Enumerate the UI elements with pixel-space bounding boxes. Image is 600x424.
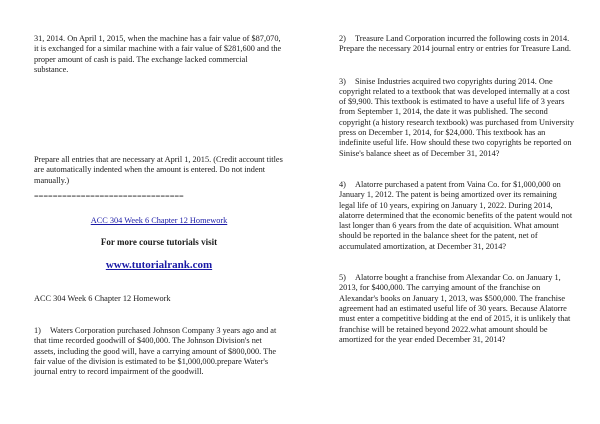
- section-title: ACC 304 Week 6 Chapter 12 Homework: [34, 293, 171, 303]
- left-column: [34, 34, 284, 377]
- question-text: Sinise Industries acquired two copyrights during 2014. One copyright related to a textbook that was developed internally at a cost of $9,900. This textbook is estimated to have a useful life of 3 years from September 1, 2014, the date it was published. The second copyright (a history research textbook) was purchased from University press on December 1, 2014, for $24,000. This textbook has an indefinite useful life. How should these two copyrights be reported on Sinise's balance sheet as of December 31, 2014?: [339, 76, 575, 158]
- question-number: 2): [339, 34, 346, 43]
- question-text: Alatorre purchased a patent from Vaina Co. for $1,000,000 on January 1, 2012. The patent is being amortized over its remaining legal life of 10 years, expiring on January 1, 2022. During 2014, alatorre determined that the economic benefits of the patent would not last longer than 6 years from the date of acquisition. What amount should be reported in the balance sheet for the patent, net of accumulated amortization, at December 31, 2014?: [339, 179, 573, 251]
- question-2: [339, 34, 574, 55]
- right-column: [339, 34, 574, 366]
- site-link[interactable]: www.tutorialrank.com: [105, 258, 213, 271]
- question-1: [34, 326, 284, 377]
- more-tutorials-text: For more course tutorials visit: [100, 236, 218, 247]
- course-title-link[interactable]: ACC 304 Week 6 Chapter 12 Homework: [90, 216, 228, 226]
- question-text: Treasure Land Corporation incurred the following costs in 2014. Prepare the necessary 2014 journal entry or entries for Treasure Land.: [339, 34, 572, 54]
- question-4: [339, 180, 574, 252]
- question-text: Waters Corporation purchased Johnson Company 3 years ago and at that time recorded goodwill of $400,000. The Johnson Division's net assets, including the good will, have a carrying amount of $800,000. The fair value of the division is estimated to be $1,000,000.prepare Water's journal entry to record impairment of the goodwill.: [34, 325, 277, 377]
- question-3: [339, 77, 574, 159]
- prepare-instructions: Prepare all entries that are necessary at April 1, 2015. (Credit account titles are automatically indented when the amount is entered. Do not indent manually.): [34, 155, 283, 185]
- question-number: 5): [339, 273, 346, 283]
- question-number: 4): [339, 179, 346, 189]
- question-number: 3): [339, 76, 346, 86]
- intro-paragraph: 31, 2014. On April 1, 2015, when the machine has a fair value of $87,070, it is exchanged for a similar machine with a fair value of $281,600 and the proper amount of cash is paid. The exchange lacked commercial substance.: [34, 34, 282, 74]
- question-text: Alatorre bought a franchise from Alexandar Co. on January 1, 2013, for $400,000. The carrying amount of the franchise on Alexandar's books on January 1, 2013, was $500,000. The franchise agreement had an estimated useful life of 30 years. Because Alatorre must enter a competitive bidding at the end of 2015, it is unlikely that franchise will be retained beyond 2022.what amount should be amortized for the year ended December 31, 2014?: [339, 273, 571, 344]
- question-5: [339, 273, 574, 345]
- question-number: 1): [34, 325, 41, 335]
- separator-line: ================================: [34, 192, 184, 202]
